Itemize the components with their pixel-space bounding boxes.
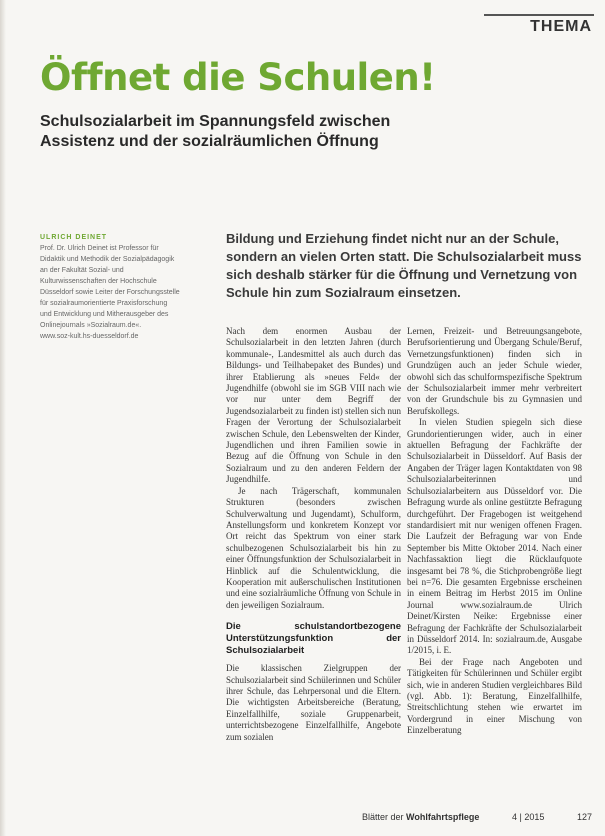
page-number: 127 <box>576 812 592 822</box>
body-paragraph: Je nach Trägerschaft, kommunalen Strukturen (besonders zwischen Schulverwaltung und Jugendamt), Schulform, Anstellungsform und konkretem Konzept vor Ort reicht das Spektrum von einer stark schulbezogenen Schulsozialarbeit bis hin zu einer Öffnungsfunktion der Schulsozialarbeit in Hinblick auf die Schulentwicklung, die Kooperation mit außerschulischen Institutionen und eine sozialräumliche Öffnung von Schule in den jeweiligen Sozialraum. <box>226 485 401 610</box>
section-label: THEMA <box>530 18 592 35</box>
page-binding-shadow <box>0 0 6 836</box>
article-lede: Bildung und Erziehung findet nicht nur an der Schule, sondern an vielen Orten statt. Die Schulsozialarbeit muss sich deshalb stärker für die Öffnung und Vernetzung von Schule hin zum Sozialraum einsetzen. <box>226 231 582 300</box>
body-paragraph: Nach dem enormen Ausbau der Schulsozialarbeit in den letzten Jahren (durch kommunale-, Landesmittel als auch durch das Bildungs- und Teilhabepaket des Bundes) und ihrer Etablierung als »neues Feld« der Jugendhilfe (obwohl sie im SGB VIII nach wie vor nur unter dem Begriff der Jugendsozialarbeit zu finden ist) stellen sich nun Fragen der Verortung der Schulsozialarbeit zwischen Schule, den Lebenswelten der Kinder, Jugendlichen und ihren Familien sowie in Bezug auf die Öffnung von Schule in den Sozialraum und zu den anderen Feldern der Jugendhilfe. <box>226 326 401 485</box>
body-paragraph: Die klassischen Zielgruppen der Schulsozialarbeit sind Schülerinnen und Schüler ihrer Schule, das Lehrpersonal und die Eltern. Die wichtigsten Arbeitsbereiche (Beratung, Einzelfallhilfe, soziale Gruppenarbeit, unterrichtsbezogene Einzelfallhilfe, Angebote zum sozialen <box>226 663 401 742</box>
body-paragraph: In vielen Studien spiegeln sich diese Grundorientierungen wider, auch in einer aktuellen Befragung der Fachkräfte der Schulsozialarbeit in Düsseldorf. Auf Basis der Angaben der Träger lagen Kontaktdaten von 98 Schulsozialarbeiterinnen und Schulsozialarbeitern aus Düsseldorf vor. Die Befragung wurde als online gestützte Befragung durchgeführt. Der Fragebogen ist weitgehend standardisiert mit nur wenigen offenen Fragen. Die Laufzeit der Befragung war von Ende September bis Mitte Oktober 2014. Nach einer Nachfassaktion liegt die Rücklaufquote insgesamt bei 78 %, die Stichprobengröße liegt bei n=76. Die gesamten Ergebnisse erscheinen in einem Beitrag im Herbst 2015 im Online Journal www.sozialraum.de Ulrich Deinet/Kirsten Neike: Ergebnisse einer Befragung der Fachkräfte der Schulsozialarbeit in Düsseldorf 2014. In: sozialraum.de, Ausgabe 1/2015, i. E. <box>407 417 582 656</box>
section-tag <box>484 14 594 38</box>
author-website: www.soz-kult.hs-duesseldorf.de <box>40 333 139 340</box>
magazine-title-prefix: Blätter der <box>362 812 407 822</box>
body-column-left <box>226 326 401 743</box>
article-headline: Öffnet die Schulen! <box>40 56 436 99</box>
page-footer <box>362 812 592 822</box>
author-bio: Prof. Dr. Ulrich Deinet ist Professor für Didaktik und Methodik der Sozialpädagogik an der Fakultät Sozial- und Kulturwissenschaften der Hochschule Düsseldorf sowie Leiter der Forschungsstelle für sozialraumorientierte Praxisforschung und Entwicklung und Mitherausgeber des Onlinejournals »Sozialraum.de«. <box>40 245 180 329</box>
article-subheadline: Schulsozialarbeit im Spannungsfeld zwischen Assistenz und der sozialräumlichen Öffnung <box>40 113 391 150</box>
magazine-title-bold: Wohlfahrtspflege <box>406 812 480 822</box>
issue-number: 4 | 2015 <box>511 812 545 822</box>
magazine-title <box>362 812 479 822</box>
body-column-right <box>407 326 582 737</box>
author-box <box>40 232 180 342</box>
section-subheading: Die schulstandortbezogene Unterstützungsfunktion der Schulsozialarbeit <box>226 621 401 657</box>
author-name: ULRICH DEINET <box>40 234 108 241</box>
body-paragraph: Bei der Frage nach Angeboten und Tätigkeiten für Schülerinnen und Schüler ergibt sich, wie in anderen Studien vergleichbares Bild (vgl. Abb. 1): Beratung, Einzelfallhilfe, Streitschlichtung stehen wie erwartet im Vordergrund in einer Mischung von Einzelberatung <box>407 656 582 736</box>
body-paragraph: Lernen, Freizeit- und Betreuungsangebote, Berufsorientierung und Übergang Schule/Beruf, Vernetzungsfunktionen) finden sich in Grundzügen auch an jeder Schule wieder, obwohl sich das schulformspezifische Spektrum der Schulsozialarbeit immer mehr verbreitert von der Grundschule bis zu Gymnasien und Berufskollegs. <box>407 326 582 416</box>
